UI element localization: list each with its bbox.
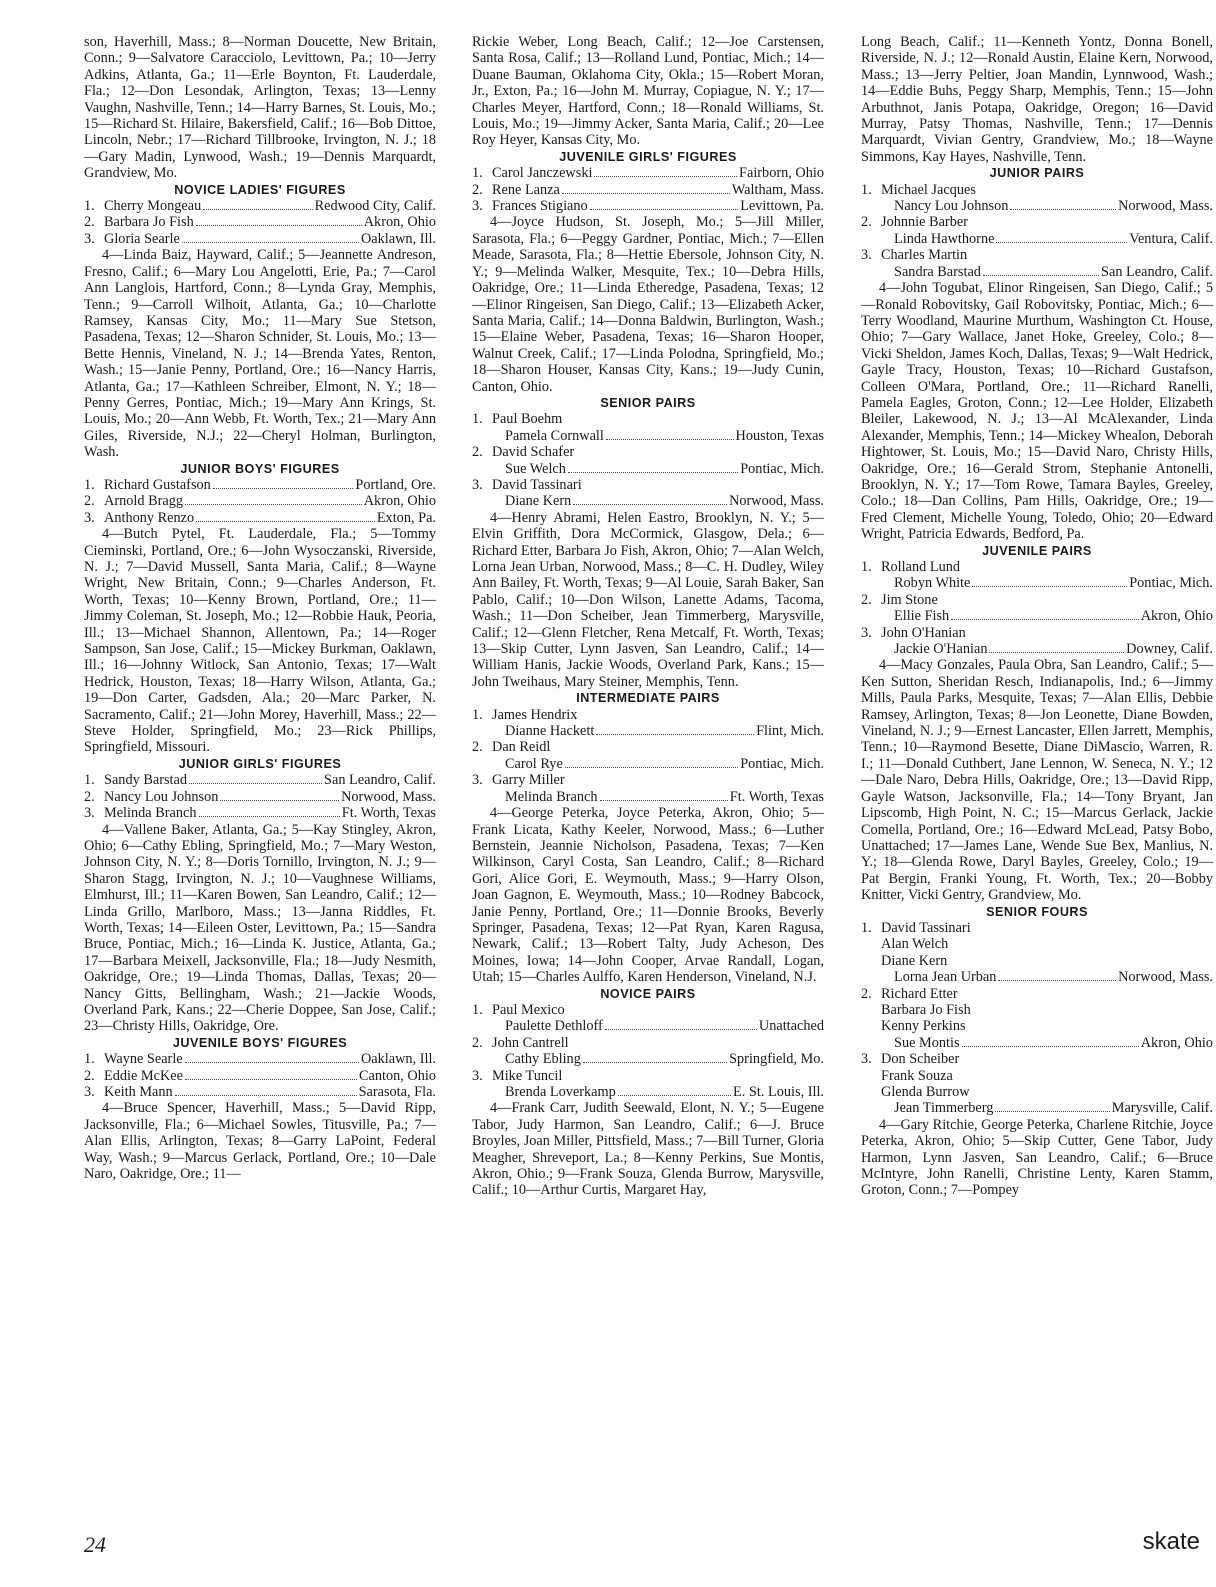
skater-name: Rene Lanza <box>492 181 560 198</box>
dot-leader <box>605 1029 757 1030</box>
results-paragraph: 4—Macy Gonzales, Paula Obra, San Leandro, Calif.; 5—Ken Sutton, Sheridan Resch, Indianapolis, Ind.; 6—Jimmy Mills, Paula Parks, Mesquite, Texas; 7—Alan Ellis, Debbie Ramsey, Arlington, Texas; 8—Jon Leonette, Diane Bowden, Vineland, N. J.; 9—Ernest Lancaster, Ellen Jarrett, Memphis, Tenn.; 10—Raymond Besette, Diane DiMascio, Warren, R. I.; 11—Donald Cuthbert, Jane Lennon, W. Seneca, N. Y.; 12—Dale Naro, Debra Hills, Oakridge, Ore.; 13—David Ripp, Gayle Watson, Jacksonville, Fla.; 14—Tony Bryant, Jan Lipscomb, High Point, N. C.; 15—Marcus Gerlack, Jackie Comella, Portland, Ore.; 16—Edward McLead, Patsy Bobo, Unattached; 17—James Lane, Wende Sue Bex, Manlius, N. Y.; 18—Glenda Rowe, Daryl Bayles, Greeley, Colo.; 19—Pat Bergin, Franki Young, Ft. Worth, Tex.; 20—Bobby Knitter, Vicki Gentry, Grandview, Mo. <box>861 657 1213 904</box>
team-member-row <box>472 1035 824 1051</box>
team-city: Pontiac, Mich. <box>1129 575 1213 592</box>
skater-city: Fairborn, Ohio <box>739 165 824 182</box>
team-member-row <box>472 1051 824 1067</box>
skater-name: Linda Hawthorne <box>894 230 995 247</box>
team-member-row <box>861 575 1213 591</box>
skater-city: Akron, Ohio <box>363 493 436 510</box>
dot-leader <box>562 193 730 194</box>
skater-name: Rolland Lund <box>881 559 961 575</box>
placing-row <box>84 805 436 821</box>
placing-row <box>84 1084 436 1100</box>
results-paragraph: 4—Gary Ritchie, George Peterka, Charlene Ritchie, Joyce Peterka, Akron, Ohio; 5—Skip Cutter, Gene Tabor, Judy Harmon, Lynn Jasven, San Leandro, Calif.; 6—Bruce McIntyre, John Ranelli, Christine Lenty, Karen Stamm, Groton, Conn.; 7—Pompey <box>861 1116 1213 1199</box>
skater-name: Don Scheiber <box>881 1051 960 1068</box>
skater-name: Paul Boehm <box>492 411 563 428</box>
placing-row <box>472 182 824 198</box>
placing-number: 2. <box>472 181 483 198</box>
placing-number: 1. <box>84 1051 95 1068</box>
skater-name: David Tassinari <box>492 476 582 493</box>
team-city: Pontiac, Mich. <box>740 460 824 477</box>
skater-name: Diane Kern <box>505 493 572 510</box>
dot-leader <box>573 504 727 505</box>
dot-leader <box>1010 209 1116 210</box>
placing-number: 3. <box>472 772 483 789</box>
placing-number: 2. <box>84 493 95 510</box>
skater-name: Robyn White <box>894 575 971 592</box>
team-city: Flint, Mich. <box>756 723 824 740</box>
team-member-row <box>472 739 824 755</box>
placing-row <box>84 1051 436 1067</box>
section-heading: NOVICE LADIES' FIGURES <box>174 182 346 197</box>
team-member-row <box>861 247 1213 263</box>
section-heading: JUNIOR GIRLS' FIGURES <box>178 756 342 771</box>
results-paragraph: 4—Frank Carr, Judith Seewald, Elont, N. Y.; 5—Eugene Tabor, Judy Harmon, San Leandro, Calif.; 6—J. Bruce Broyles, Joan Miller, Pittsfield, Mass.; 7—Bill Turner, Gloria Meagher, Shreveport, La.; 8—Kenny Perkins, Sue Montis, Akron, Ohio.; 9—Frank Souza, Glenda Burrow, Marysville, Calif.; 10—Arthur Curtis, Margaret Hay, <box>472 1100 824 1199</box>
skater-city: Exton, Pa. <box>376 509 436 526</box>
team-member-row <box>472 1018 824 1034</box>
team-member-row <box>861 231 1213 247</box>
skater-name: Nancy Lou Johnson <box>104 788 219 805</box>
results-paragraph: 4—Henry Abrami, Helen Eastro, Brooklyn, N. Y.; 5—Elvin Griffith, Dora McCormick, Glasgow, Dela.; 6—Richard Etter, Barbara Jo Fish, Akron, Ohio; 7—Alan Welch, Lorna Jean Urban, Norwood, Mass.; 8—C. H. Dudley, Wiley Ann Bailey, Ft. Worth, Texas; 9—Al Louie, Sarah Baker, San Pablo, Calif.; 10—Don Wilson, Lanette Adams, Tacoma, Wash.; 11—Don Scheiber, Jean Timmerberg, Marysville, Calif.; 12—Glenn Fletcher, Rena Metcalf, Ft. Worth, Texas; 13—Skip Cutter, Lynn Jasven, San Leandro, Calif.; 14—William Hanis, Jackie Woods, Overland Park, Kans.; 15—John Tweihaus, Mary Steiner, Memphis, Tenn. <box>472 509 824 690</box>
team-member-row <box>861 608 1213 624</box>
skater-city: Oaklawn, Ill. <box>360 230 436 247</box>
team-member-row <box>861 920 1213 936</box>
skater-name: Michael Jacques <box>881 181 976 198</box>
placing-number: 3. <box>861 247 872 264</box>
placing-number: 1. <box>84 772 95 789</box>
section-heading: JUVENILE GIRLS' FIGURES <box>559 149 737 164</box>
skater-name: Melinda Branch <box>104 805 197 822</box>
team-member-row <box>861 1100 1213 1116</box>
team-member-row <box>861 1002 1213 1018</box>
team-member-row <box>861 641 1213 657</box>
dot-leader <box>998 980 1116 981</box>
team-city: Norwood, Mass. <box>729 493 824 510</box>
team-member-row <box>861 1084 1213 1100</box>
dot-leader <box>196 521 375 522</box>
placing-number: 3. <box>84 1084 95 1100</box>
results-paragraph: Rickie Weber, Long Beach, Calif.; 12—Joe Carstensen, Santa Rosa, Calif.; 13—Rolland Lund, Pontiac, Mich.; 14—Duane Bauman, Oklahoma City, Okla.; 15—Robert Moran, Jr., Exton, Pa.; 16—John M. Murray, Copiague, N. Y.; 17—Charles Meyer, Hartford, Conn.; 18—Ronald Williams, St. Louis, Mo.; 19—Jimmy Acker, Santa Maria, Calif.; 20—Lee Roy Heyer, Kansas City, Mo. <box>472 34 824 149</box>
placing-number: 3. <box>84 230 95 247</box>
skater-name: Dan Reidl <box>492 739 551 756</box>
placing-number: 2. <box>472 444 483 461</box>
skater-name: Sandra Barstad <box>894 263 981 280</box>
team-city: Pontiac, Mich. <box>740 755 824 772</box>
column-3 <box>861 34 1213 1199</box>
placing-number: 1. <box>472 1001 483 1018</box>
placing-number: 3. <box>861 1051 872 1068</box>
placing-number: 2. <box>861 214 872 231</box>
placing-number: 1. <box>861 181 872 198</box>
skater-name: Carol Janczewski <box>492 165 593 182</box>
team-member-row <box>472 477 824 493</box>
team-member-row <box>472 707 824 723</box>
placing-number: 3. <box>861 624 872 641</box>
placing-number: 1. <box>472 706 483 723</box>
skater-name: Melinda Branch <box>505 788 598 805</box>
results-paragraph: 4—John Togubat, Elinor Ringeisen, San Diego, Calif.; 5—Ronald Robovitsky, Gail Robovitsky, Pontiac, Mich.; 6—Terry Woodland, Maurine Murthum, Washington Ct. House, Ohio; 7—Gary Wallace, Janet Hoke, Greeley, Colo.; 8—Vicki Sheldon, James Koch, Dallas, Texas; 9—Walt Hedrick, Gayle Tracy, Houston, Texas; 10—Richard Gustafson, Colleen O'Mara, Portland, Ore.; 11—Richard Ranelli, Pamela Eagles, Groton, Conn.; 12—Lee Holder, Elizabeth Bleiler, Lakewood, N. J.; 13—Al McAlexander, Linda Alexander, Memphis, Tenn.; 14—Mickey Whealon, Deborah Hightower, St. Louis, Mo.; 15—David Naro, Christy Hills, Oakridge, Ore.; 16—Gerald Strom, Stephanie Antonelli, Brooklyn, N. Y.; 17—Tom Rowe, Tamara Bayles, Greeley, Colo.; 18—Dan Collins, Pam Hills, Oakridge, Ore.; 19—Fred Clement, Michelle Young, Toledo, Ohio; 20—Edward Wright, Patricia Edwards, Bedford, Pa. <box>861 280 1213 543</box>
dot-leader <box>594 176 737 177</box>
skater-city: Levittown, Pa. <box>740 198 824 215</box>
skater-name: Frances Stigiano <box>492 198 588 215</box>
placing-row <box>84 493 436 509</box>
placing-row <box>84 198 436 214</box>
column-1 <box>84 34 436 1182</box>
footer-magazine-name: skate <box>1142 1528 1200 1555</box>
placing-row <box>84 789 436 805</box>
skater-city: Norwood, Mass. <box>341 788 436 805</box>
results-paragraph: 4—Vallene Baker, Atlanta, Ga.; 5—Kay Stingley, Akron, Ohio; 6—Cathy Ebling, Springfield, Mo.; 7—Mary Weston, Johnson City, N. Y.; 8—Doris Tornillo, Irvington, N. J.; 9—Sharon Stagg, Irvington, N. J.; 10—Vaughnese Williams, Elmhurst, Ill.; 11—Karen Bowen, San Leandro, Calif.; 12—Linda Grillo, Marlboro, Mass.; 13—Janna Riddles, Ft. Worth, Texas; 14—Eileen Oster, Levittown, Pa.; 15—Sandra Bruce, Pontiac, Mich.; 16—Linda K. Justice, Atlanta, Ga.; 17—Barbara Meixell, Jacksonville, Fla.; 18—Judy Nesmith, Oakridge, Ore.; 19—Linda Thomas, Dallas, Texas; 20—Nancy Gitts, Bellingham, Wash.; 21—Jackie Woods, Overland Park, Kans.; 22—Cherie Doppee, San Jose, Calif.; 23—Christy Hills, Oakridge, Ore. <box>84 821 436 1035</box>
dot-leader <box>196 225 362 226</box>
skater-name: John Cantrell <box>492 1034 569 1051</box>
skater-name: Sue Montis <box>894 1034 960 1051</box>
dot-leader <box>962 1046 1139 1047</box>
skater-name: Arnold Bragg <box>104 493 184 510</box>
dot-leader <box>189 783 322 784</box>
skater-name: Brenda Loverkamp <box>505 1084 616 1100</box>
dot-leader <box>972 586 1127 587</box>
section-heading: NOVICE PAIRS <box>600 986 696 1001</box>
skater-name: Diane Kern <box>881 952 948 969</box>
team-member-row <box>472 493 824 509</box>
team-member-row <box>861 1035 1213 1051</box>
section-heading: JUNIOR BOYS' FIGURES <box>180 461 340 476</box>
skater-name: Ellie Fish <box>894 608 950 625</box>
team-city: E. St. Louis, Ill. <box>733 1084 824 1100</box>
team-member-row <box>472 411 824 427</box>
team-member-row <box>472 756 824 772</box>
skater-name: Jackie O'Hanian <box>894 641 988 658</box>
team-member-row <box>861 1018 1213 1034</box>
skater-name: Carol Rye <box>505 755 563 772</box>
dot-leader <box>618 1095 731 1096</box>
team-member-row <box>472 428 824 444</box>
skater-name: Keith Mann <box>104 1084 173 1100</box>
placing-number: 2. <box>84 214 95 231</box>
team-member-row <box>472 1068 824 1084</box>
skater-city: Redwood City, Calif. <box>314 198 436 215</box>
placing-number: 1. <box>84 198 95 215</box>
team-city: Akron, Ohio <box>1140 1034 1213 1051</box>
team-city: Ft. Worth, Texas <box>729 788 824 805</box>
dot-leader <box>596 734 754 735</box>
dot-leader <box>182 242 359 243</box>
team-city: Norwood, Mass. <box>1118 198 1213 215</box>
team-member-row <box>472 789 824 805</box>
placing-row <box>472 198 824 214</box>
dot-leader <box>199 816 340 817</box>
team-member-row <box>861 625 1213 641</box>
dot-leader <box>983 275 1099 276</box>
dot-leader <box>583 1062 727 1063</box>
team-city: Unattached <box>758 1018 824 1035</box>
skater-name: Kenny Perkins <box>881 1018 966 1035</box>
placing-row <box>84 214 436 230</box>
skater-name: Johnnie Barber <box>881 214 968 231</box>
skater-name: Gloria Searle <box>104 230 180 247</box>
dot-leader <box>175 1095 357 1096</box>
skater-name: David Tassinari <box>881 919 971 936</box>
placing-number: 3. <box>472 476 483 493</box>
placing-number: 2. <box>472 739 483 756</box>
skater-name: Richard Gustafson <box>104 476 211 493</box>
team-member-row <box>861 264 1213 280</box>
dot-leader <box>565 767 738 768</box>
skater-city: San Leandro, Calif. <box>324 772 436 789</box>
skater-name: Jean Timmerberg <box>894 1100 994 1117</box>
skater-name: Barbara Jo Fish <box>104 214 194 231</box>
section-heading: SENIOR FOURS <box>986 904 1088 919</box>
dot-leader <box>203 209 312 210</box>
skater-name: Charles Martin <box>881 247 968 264</box>
skater-city: Oaklawn, Ill. <box>360 1051 436 1068</box>
column-2 <box>472 34 824 1199</box>
team-city: Marysville, Calif. <box>1111 1100 1213 1117</box>
team-member-row <box>861 1068 1213 1084</box>
team-member-row <box>472 772 824 788</box>
team-member-row <box>472 1002 824 1018</box>
skater-name: Lorna Jean Urban <box>894 969 997 986</box>
skater-name: Eddie McKee <box>104 1067 183 1084</box>
team-city: Akron, Ohio <box>1140 608 1213 625</box>
results-paragraph: 4—Butch Pytel, Ft. Lauderdale, Fla.; 5—Tommy Cieminski, Portland, Ore.; 6—John Wysoczanski, Riverside, N. J.; 7—David Mussell, Santa Maria, Calif.; 8—Wayne Wright, New Britain, Conn.; 9—Charles Anderson, Ft. Worth, Texas; 10—Kenny Brown, Portland, Ore.; 11—Jimmy Coleman, St. Joseph, Mo.; 12—Robbie Hauk, Peoria, Ill.; 13—Michael Shannon, Allentown, Pa.; 14—Roger Sampson, San Jose, Calif.; 15—Mickey Burkman, Oaklawn, Ill.; 16—Johnny Witlock, San Antonio, Texas; 17—Walt Hedrick, Houston, Texas; 18—Harry Wilson, Atlanta, Ga.; 19—Don Carter, Gadsden, Ala.; 20—Marc Parker, N. Sacramento, Calif.; 21—John Morey, Haverhill, Mass.; 22—Steve Holder, Springfield, Mo.; 23—Rick Phillips, Springfield, Missouri. <box>84 526 436 756</box>
dot-leader <box>185 504 362 505</box>
section-heading: JUNIOR PAIRS <box>989 166 1085 181</box>
team-member-row <box>861 198 1213 214</box>
skater-name: Glenda Burrow <box>881 1084 970 1100</box>
placing-number: 2. <box>84 1067 95 1084</box>
dot-leader <box>213 488 354 489</box>
results-paragraph: Long Beach, Calif.; 11—Kenneth Yontz, Donna Bonell, Riverside, N. J.; 12—Ronald Austin, Elaine Kern, Norwood, Mass.; 13—Jerry Peltier, Joan Mandin, Lynnwood, Wash.; 14—Eddie Buhs, Peggy Sharp, Memphis, Tenn.; 15—John Arbuthnot, Janis Potapa, Oakridge, Oregon; 16—David Murray, Patsy Thomas, Nashville, Tenn.; 17—Dennis Marquardt, Vivian Gentry, Grandview, Mo.; 18—Wayne Simmons, Kay Hayes, Nashville, Tenn. <box>861 34 1213 165</box>
section-heading: JUVENILE BOYS' FIGURES <box>172 1035 348 1050</box>
placing-row <box>472 165 824 181</box>
skater-name: Frank Souza <box>881 1067 953 1084</box>
skater-name: Sandy Barstad <box>104 772 187 789</box>
team-member-row <box>861 986 1213 1002</box>
team-city: San Leandro, Calif. <box>1101 263 1213 280</box>
dot-leader <box>568 472 738 473</box>
team-member-row <box>861 214 1213 230</box>
placing-row <box>84 772 436 788</box>
results-paragraph: 4—Joyce Hudson, St. Joseph, Mo.; 5—Jill Miller, Sarasota, Fla.; 6—Peggy Gardner, Pontiac, Mich.; 7—Ellen Meade, Sarasota, Fla.; 8—Hettie Ebersole, Johnson City, N. Y.; 9—Melinda Walker, Mesquite, Tex.; 10—Debra Hills, Oakridge, Ore.; 11—Linda Etheredge, Pasadena, Texas; 12—Elinor Ringeisen, San Diego, Calif.; 13—Elizabeth Acker, Santa Maria, Calif.; 14—Donna Baldwin, Burlington, Wash.; 15—Elaine Weber, Pasadena, Texas; 16—Sharon Hooper, Walnut Creek, Calif.; 17—Linda Polodna, Springfield, Mo.; 18—Sharon Houser, Kansas City, Kans.; 19—Judy Cunin, Canton, Ohio. <box>472 214 824 395</box>
placing-row <box>84 1068 436 1084</box>
skater-name: Wayne Searle <box>104 1051 183 1068</box>
skater-name: Dianne Hackett <box>505 723 595 740</box>
team-city: Ventura, Calif. <box>1129 230 1213 247</box>
skater-city: Sarasota, Fla. <box>358 1084 436 1100</box>
placing-number: 2. <box>861 985 872 1002</box>
section-heading: JUVENILE PAIRS <box>982 543 1092 558</box>
team-city: Norwood, Mass. <box>1118 969 1213 986</box>
skater-name: John O'Hanian <box>881 624 966 641</box>
skater-name: Cherry Mongeau <box>104 198 202 215</box>
dot-leader <box>995 1111 1109 1112</box>
skater-name: Richard Etter <box>881 985 958 1002</box>
skater-name: Paul Mexico <box>492 1001 565 1018</box>
dot-leader <box>185 1062 359 1063</box>
dot-leader <box>951 619 1139 620</box>
dot-leader <box>220 800 339 801</box>
results-paragraph: 4—Bruce Spencer, Haverhill, Mass.; 5—David Ripp, Jacksonville, Fla.; 6—Michael Sowles, Titusville, Pa.; 7—Alan Ellis, Arlington, Texas; 8—Garry LaPoint, Federal Way, Wash.; 9—Marcus Gerlack, Portland, Ore.; 10—Dale Naro, Oakridge, Ore.; 11— <box>84 1100 436 1183</box>
skater-name: Paulette Dethloff <box>505 1018 603 1035</box>
placing-row <box>84 510 436 526</box>
dot-leader <box>185 1079 357 1080</box>
skater-name: Mike Tuncil <box>492 1067 563 1084</box>
skater-name: Alan Welch <box>881 936 949 953</box>
skater-city: Akron, Ohio <box>363 214 436 231</box>
results-paragraph: son, Haverhill, Mass.; 8—Norman Doucette, New Britain, Conn.; 9—Salvatore Caracciolo, Levittown, Pa.; 10—Jerry Adkins, Atlanta, Ga.; 11—Erle Boynton, Ft. Lauderdale, Fla.; 12—Don Lesondak, Arlington, Texas; 13—Lenny Vaughn, Nashville, Tenn.; 14—Harry Barnes, St. Louis, Mo.; 15—Richard St. Hilaire, Bakersfield, Calif.; 16—Bob Dittoe, Lincoln, Nebr.; 17—Richard Tillbrooke, Irvington, N. J.; 18—Gary Madin, Lynwood, Wash.; 19—Dennis Marquardt, Grandview, Mo. <box>84 34 436 182</box>
team-member-row <box>861 559 1213 575</box>
skater-city: Waltham, Mass. <box>731 181 824 198</box>
dot-leader <box>989 652 1124 653</box>
skater-name: David Schafer <box>492 444 575 461</box>
team-member-row <box>472 1084 824 1100</box>
skater-name: Cathy Ebling <box>505 1051 581 1068</box>
placing-number: 2. <box>472 1034 483 1051</box>
team-member-row <box>861 182 1213 198</box>
team-member-row <box>861 1051 1213 1067</box>
skater-name: Garry Miller <box>492 772 565 789</box>
dot-leader <box>600 800 728 801</box>
results-paragraph: 4—George Peterka, Joyce Peterka, Akron, Ohio; 5—Frank Licata, Kathy Keeler, Norwood, Mass.; 6—Luther Bernstein, Jeannie Nicholson, Pasadena, Texas; 7—Ken Wilkinson, Caryl Costa, San Leandro, Calif.; 8—Richard Gori, Alice Gori, E. Weymouth, Mass.; 9—Harry Olson, Joan Gagnon, E. Weymouth, Mass.; 10—Rodney Babcock, Janie Penny, Portland, Ore.; 11—Donnie Brooks, Beverly Springer, Pasadena, Texas; 12—Pat Ryan, Karen Ragusa, Newark, Calif.; 13—Robert Talty, Judy Acheson, Des Moines, Iowa; 14—John Cooper, Arvae Randall, Logan, Utah; 15—Charles Aulffo, Karen Henderson, Vineland, N.J. <box>472 805 824 986</box>
skater-city: Portland, Ore. <box>355 476 436 493</box>
team-member-row <box>472 444 824 460</box>
skater-name: Anthony Renzo <box>104 509 195 526</box>
skater-name: Nancy Lou Johnson <box>894 198 1009 215</box>
skater-city: Ft. Worth, Texas <box>341 805 436 822</box>
skater-name: Barbara Jo Fish <box>881 1001 971 1018</box>
placing-row <box>84 477 436 493</box>
team-city: Houston, Texas <box>735 427 824 444</box>
team-city: Downey, Calif. <box>1126 641 1213 658</box>
team-member-row <box>472 723 824 739</box>
placing-number: 2. <box>861 591 872 608</box>
placing-number: 3. <box>472 198 483 215</box>
section-heading: INTERMEDIATE PAIRS <box>576 691 720 706</box>
team-member-row <box>861 936 1213 952</box>
skater-city: Canton, Ohio <box>358 1067 436 1084</box>
dot-leader <box>606 439 734 440</box>
skater-name: Jim Stone <box>881 591 938 608</box>
placing-number: 1. <box>861 559 872 575</box>
team-member-row <box>861 592 1213 608</box>
dot-leader <box>590 209 739 210</box>
skater-name: Pamela Cornwall <box>505 427 604 444</box>
placing-number: 2. <box>84 788 95 805</box>
placing-number: 1. <box>472 411 483 428</box>
team-city: Springfield, Mo. <box>729 1051 824 1068</box>
dot-leader <box>996 242 1127 243</box>
results-paragraph: 4—Linda Baiz, Hayward, Calif.; 5—Jeannette Andreson, Fresno, Calif.; 6—Mary Lou Angelotti, Erie, Pa.; 7—Carol Ann Langlois, Hartford, Conn.; 8—Lynda Gray, Memphis, Tenn.; 9—Carroll Wilhoit, Atlanta, Ga.; 10—Charlotte Ramsey, Kansas City, Mo.; 11—Mary Sue Stetson, Pasadena, Texas; 12—Sharon Schnider, St. Louis, Mo.; 13—Bette Hennis, Vineland, N. J.; 14—Brenda Yates, Renton, Wash.; 15—Janie Penny, Portland, Ore.; 16—Nancy Harris, Atlanta, Ga.; 17—Kathleen Schreiber, Elmont, N. Y.; 18—Penny Gerres, Pontiac, Mich.; 19—Mary Ann Krings, St. Louis, Mo.; 20—Ann Webb, Ft. Worth, Tex.; 21—Mary Ann Giles, Riverside, N.J.; 22—Cheryl Holman, Burlington, Wash. <box>84 247 436 461</box>
skater-name: Sue Welch <box>505 460 566 477</box>
team-member-row <box>861 969 1213 985</box>
placing-number: 1. <box>861 919 872 936</box>
page-number: 24 <box>84 1532 106 1557</box>
team-member-row <box>861 953 1213 969</box>
placing-number: 1. <box>84 476 95 493</box>
placing-row <box>84 231 436 247</box>
placing-number: 3. <box>84 509 95 526</box>
placing-number: 3. <box>84 805 95 822</box>
section-heading: SENIOR PAIRS <box>600 395 696 410</box>
placing-number: 3. <box>472 1067 483 1084</box>
team-member-row <box>472 461 824 477</box>
placing-number: 1. <box>472 165 483 182</box>
skater-name: James Hendrix <box>492 706 578 723</box>
